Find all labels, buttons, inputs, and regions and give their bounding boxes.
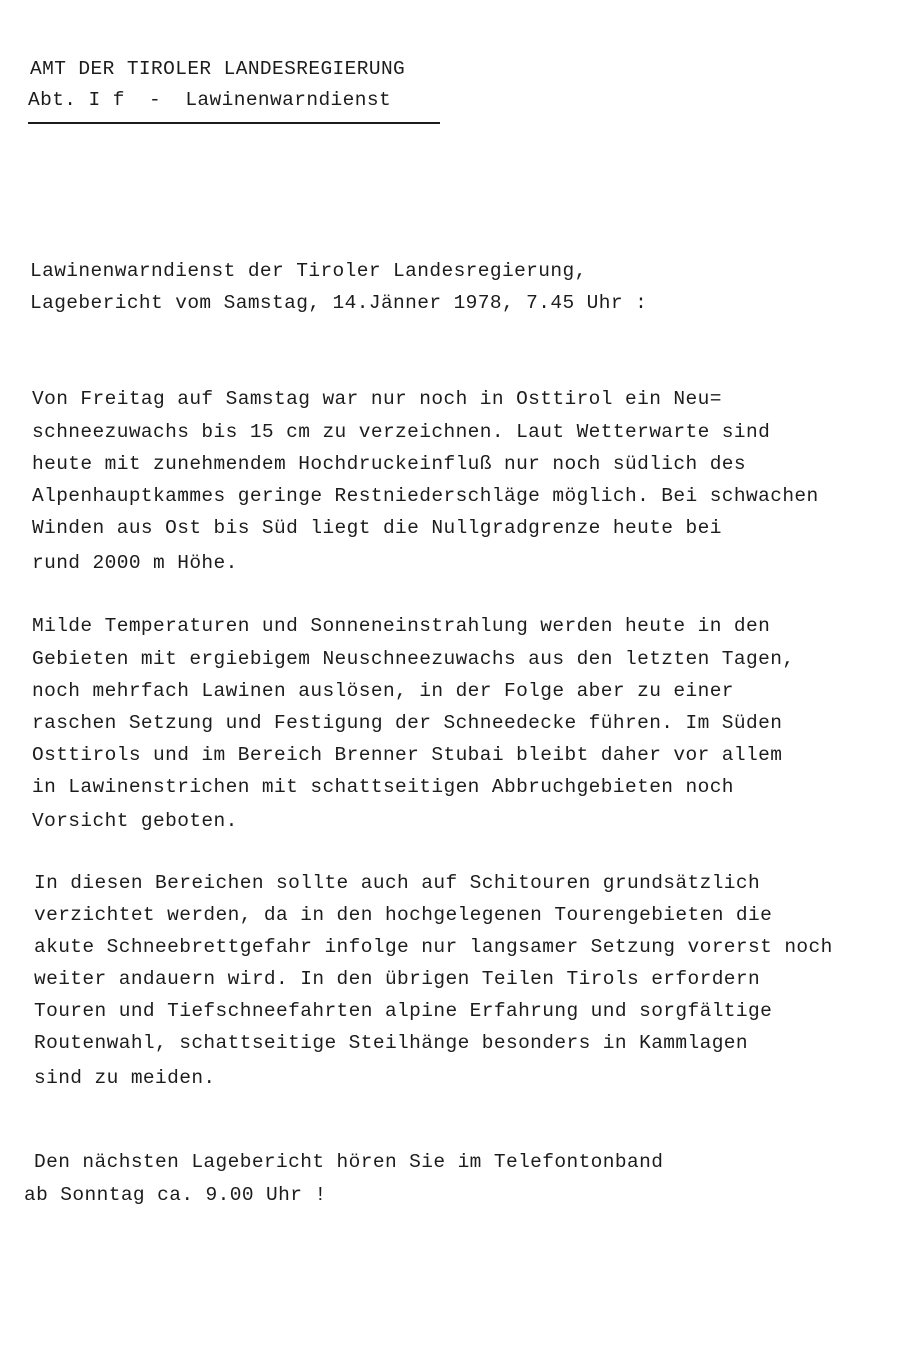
- paragraph-line: schneezuwachs bis 15 cm zu verzeichnen. Laut Wetterwarte sind: [32, 421, 771, 443]
- paragraph-line: Winden aus Ost bis Süd liegt die Nullgradgrenze heute bei: [32, 517, 722, 539]
- paragraph-line: Vorsicht geboten.: [32, 810, 238, 832]
- paragraph-line: rund 2000 m Höhe.: [32, 552, 238, 574]
- closing-line-2: ab Sonntag ca. 9.00 Uhr !: [24, 1184, 327, 1206]
- paragraph-line: Alpenhauptkammes geringe Restniederschläge möglich. Bei schwachen: [32, 485, 819, 507]
- paragraph-line: Von Freitag auf Samstag war nur noch in Osttirol ein Neu=: [32, 388, 722, 410]
- paragraph-line: sind zu meiden.: [34, 1067, 216, 1089]
- paragraph-line: In diesen Bereichen sollte auch auf Schitouren grundsätzlich: [34, 872, 761, 894]
- paragraph-line: weiter andauern wird. In den übrigen Teilen Tirols erfordern: [34, 968, 761, 990]
- intro-line-1: Lawinenwarndienst der Tiroler Landesregierung,: [30, 260, 587, 282]
- paragraph-line: Routenwahl, schattseitige Steilhänge besonders in Kammlagen: [34, 1032, 749, 1054]
- paragraph-line: noch mehrfach Lawinen auslösen, in der Folge aber zu einer: [32, 680, 734, 702]
- paragraph-line: in Lawinenstrichen mit schattseitigen Abbruchgebieten noch: [32, 776, 734, 798]
- paragraph-line: Osttirols und im Bereich Brenner Stubai bleibt daher vor allem: [32, 744, 783, 766]
- paragraph-line: raschen Setzung und Festigung der Schneedecke führen. Im Süden: [32, 712, 783, 734]
- paragraph-line: verzichtet werden, da in den hochgelegenen Tourengebieten die: [34, 904, 773, 926]
- closing-line-1: Den nächsten Lagebericht hören Sie im Telefontonband: [34, 1151, 664, 1173]
- header-department: Abt. I f - Lawinenwarndienst: [28, 89, 392, 111]
- paragraph-line: Gebieten mit ergiebigem Neuschneezuwachs aus den letzten Tagen,: [32, 648, 795, 670]
- paragraph-line: Milde Temperaturen und Sonneneinstrahlung werden heute in den: [32, 615, 771, 637]
- header-underline: [28, 122, 440, 124]
- paragraph-line: heute mit zunehmendem Hochdruckeinfluß nur noch südlich des: [32, 453, 747, 475]
- paragraph-line: Touren und Tiefschneefahrten alpine Erfahrung und sorgfältige: [34, 1000, 773, 1022]
- paragraph-line: akute Schneebrettgefahr infolge nur langsamer Setzung vorerst noch: [34, 936, 833, 958]
- report-date-line: Lagebericht vom Samstag, 14.Jänner 1978, 7.45 Uhr :: [30, 292, 648, 314]
- header-office: AMT DER TIROLER LANDESREGIERUNG: [30, 58, 406, 80]
